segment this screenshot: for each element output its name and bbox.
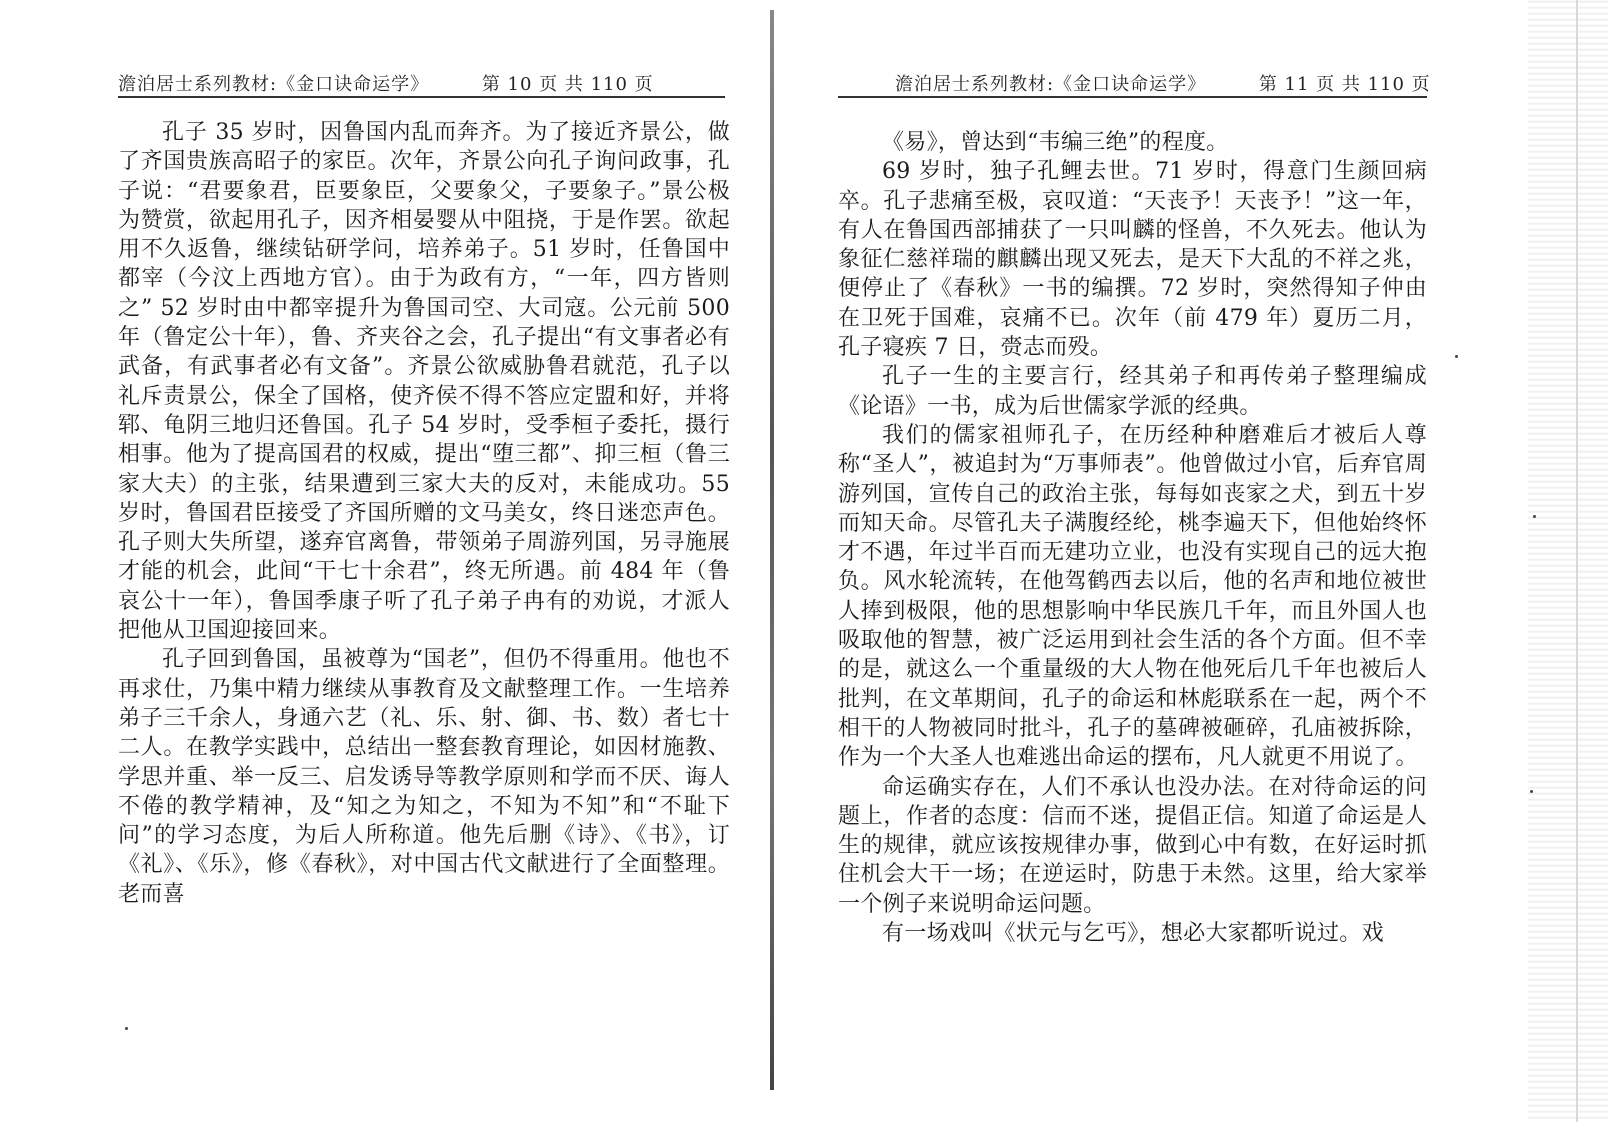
- left-page-header: [118, 70, 730, 98]
- right-page: [838, 0, 1475, 1122]
- book-spine-shadow: [770, 10, 774, 1090]
- right-header-page-number: 第 11 页 共 110 页: [1258, 74, 1431, 95]
- left-header-page-number: 第 10 页 共 110 页: [481, 74, 654, 95]
- left-header-series-title: 澹泊居士系列教材:《金口诀命运学》: [118, 74, 430, 95]
- left-page: [100, 0, 730, 1122]
- scanned-page-edge: [1528, 0, 1608, 1122]
- right-paragraph: 命运确实存在，人们不承认也没办法。在对待命运的问题上，作者的态度：信而不迷，提倡正信。知道了命运是人生的规律，就应该按规律办事，做到心中有数，在好运时抓住机会大干一场；在逆运时，防患于未然。这里，给大家举一个例子来说明命运问题。: [838, 774, 1427, 917]
- right-header-rule: [838, 96, 1427, 98]
- right-paragraph: 孔子一生的主要言行，经其弟子和再传弟子整理编成《论语》一书，成为后世儒家学派的经典。: [838, 364, 1427, 419]
- scan-speck: [1530, 790, 1533, 793]
- right-paragraph: 我们的儒家祖师孔子，在历经种种磨难后才被后人尊称“圣人”，被追封为“万事师表”。他曾做过小官，后弃官周游列国，宣传自己的政治主张，每每如丧家之犬，到五十岁而知天命。尽管孔夫子满腹经纶，桃李遍天下，但他始终怀才不遇，年过半百而无建功立业，也没有实现自己的远大抱负。风水轮流转，在他驾鹤西去以后，他的名声和地位被世人捧到极限，他的思想影响中华民族几千年，而且外国人也吸取他的智慧，被广泛运用到社会生活的各个方面。但不幸的是，就这么一个重量级的大人物在他死后几千年也被后人批判，在文革期间，孔子的命运和林彪联系在一起，两个不相干的人物被同时批斗，孔子的墓碑被砸碎，孔庙被拆除，作为一个大圣人也难逃出命运的摆布，凡人就更不用说了。: [838, 422, 1427, 771]
- left-page-body: [118, 118, 730, 909]
- right-paragraph: 有一场戏叫《状元与乞丐》，想必大家都听说过。戏: [882, 921, 1384, 947]
- scan-speck: [125, 1027, 128, 1030]
- right-page-header: [895, 70, 1475, 98]
- left-paragraph: 孔子回到鲁国，虽被尊为“国老”，但仍不得重用。他也不再求仕，乃集中精力继续从事教育及文献整理工作。一生培养弟子三千余人，身通六艺（礼、乐、射、御、书、数）者七十二人。在教学实践中，总结出一整套教育理论，如因材施教、学思并重、举一反三、启发诱导等教学原则和学而不厌、诲人不倦的教学精神，及“知之为知之，不知为不知”和“不耻下问”的学习态度，为后人所称道。他先后删《诗》、《书》，订《礼》、《乐》，修《春秋》，对中国古代文献进行了全面整理。老而喜: [118, 647, 730, 907]
- left-header-rule: [118, 96, 725, 98]
- right-paragraph: 69 岁时，独子孔鲤去世。71 岁时，得意门生颜回病卒。孔子悲痛至极，哀叹道：“天丧予！天丧予！”这一年，有人在鲁国西部捕获了一只叫麟的怪兽，不久死去。他认为象征仁慈祥瑞的麒麟出现又死去，是天下大乱的不祥之兆，便停止了《春秋》一书的编撰。72 岁时，突然得知子仲由在卫死于国难，哀痛不已。次年（前 479 年）夏历二月，孔子寝疾 7 日，赍志而殁。: [838, 159, 1427, 361]
- scan-speck: [1455, 355, 1458, 358]
- right-header-series-title: 澹泊居士系列教材:《金口诀命运学》: [895, 74, 1207, 95]
- left-paragraph: 孔子 35 岁时，因鲁国内乱而奔齐。为了接近齐景公，做了齐国贵族高昭子的家臣。次年，齐景公向孔子询问政事，孔子说：“君要象君，臣要象臣，父要象父，子要象子。”景公极为赞赏，欲起用孔子，因齐相晏婴从中阻挠，于是作罢。欲起用不久返鲁，继续钻研学问，培养弟子。51 岁时，任鲁国中都宰（今汶上西地方官）。由于为政有方，“一年，四方皆则之” 52 岁时由中都宰提升为鲁国司空、大司寇。公元前 500 年（鲁定公十年），鲁、齐夹谷之会，孔子提出“有文事者必有武备，有武事者必有文备”。齐景公欲威胁鲁君就范，孔子以礼斥责景公，保全了国格，使齐侯不得不答应定盟和好，并将郓、龟阴三地归还鲁国。孔子 54 岁时，受季桓子委托，摄行相事。他为了提高国君的权威，提出“堕三都”、抑三桓（鲁三家大夫）的主张，结果遭到三家大夫的反对，未能成功。55 岁时，鲁国君臣接受了齐国所赠的文马美女，终日迷恋声色。孔子则大失所望，遂弃官离鲁，带领弟子周游列国，另寻施展才能的机会，此间“干七十余君”，终无所遇。前 484 年（鲁哀公十一年），鲁国季康子听了孔子弟子冉有的劝说，才派人把他从卫国迎接回来。: [118, 120, 730, 644]
- right-page-body: [838, 128, 1427, 948]
- right-paragraph-continued: 《易》，曾达到“韦编三绝”的程度。: [882, 130, 1229, 155]
- scan-speck: [1533, 515, 1536, 518]
